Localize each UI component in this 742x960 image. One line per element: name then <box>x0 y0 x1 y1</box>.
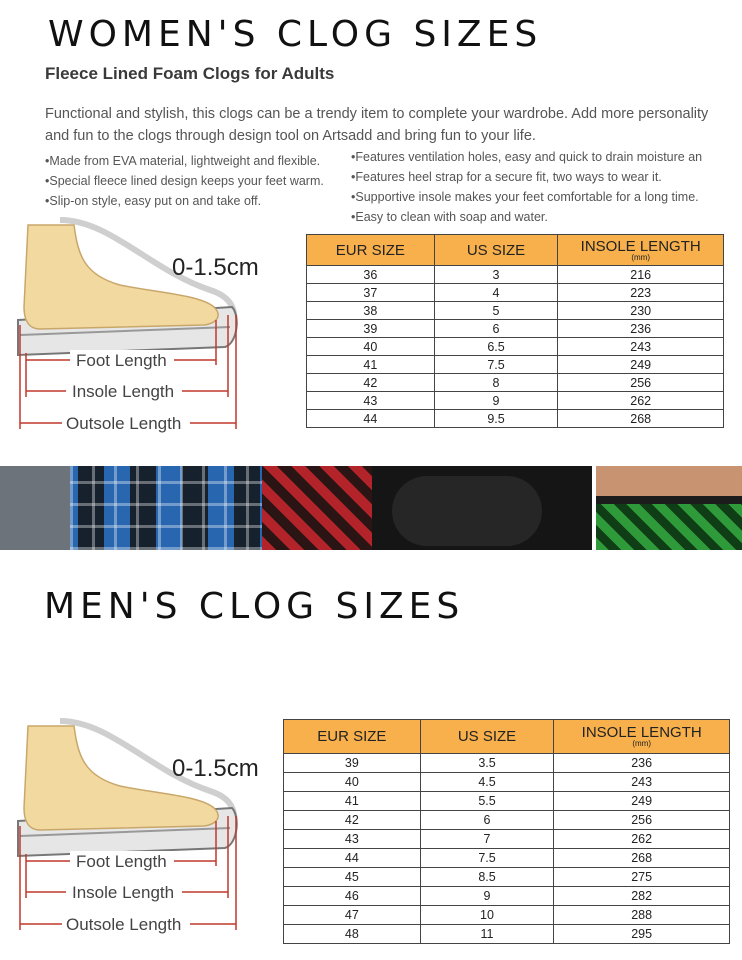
us-size-cell: 7.5 <box>434 356 558 374</box>
women-size-table <box>306 234 724 428</box>
us-size-cell: 4.5 <box>420 773 554 792</box>
eur-size-cell: 39 <box>307 320 435 338</box>
table-row <box>284 887 730 906</box>
bullet-item: • Features ventilation holes, easy and quick to drain moisture an <box>351 147 729 167</box>
us-size-cell: 6 <box>420 811 554 830</box>
men-title: MEN'S CLOG SIZES <box>44 586 465 627</box>
table-row <box>307 284 724 302</box>
header-insole-length: INSOLE LENGTH (mm) <box>558 235 724 266</box>
table-row <box>284 925 730 944</box>
eur-size-cell: 47 <box>284 906 421 925</box>
insole-length-cell: 256 <box>558 374 724 392</box>
insole-length-cell: 216 <box>558 266 724 284</box>
men-size-table <box>283 719 730 944</box>
eur-size-cell: 42 <box>284 811 421 830</box>
table-row <box>284 811 730 830</box>
eur-size-cell: 40 <box>284 773 421 792</box>
us-size-cell: 3 <box>434 266 558 284</box>
us-size-cell: 7 <box>420 830 554 849</box>
eur-size-cell: 38 <box>307 302 435 320</box>
women-subtitle: Fleece Lined Foam Clogs for Adults <box>45 64 335 83</box>
insole-length-cell: 243 <box>554 773 730 792</box>
table-row <box>284 773 730 792</box>
table-row <box>284 830 730 849</box>
insole-length-cell: 223 <box>558 284 724 302</box>
women-bullets-right <box>351 147 729 227</box>
table-row <box>284 792 730 811</box>
insole-length-label: Insole Length <box>72 382 175 401</box>
foot-length-label: Foot Length <box>76 351 167 370</box>
insole-length-cell: 236 <box>554 754 730 773</box>
insole-length-label: Insole Length <box>72 883 175 902</box>
eur-size-cell: 48 <box>284 925 421 944</box>
table-header-row <box>307 235 724 266</box>
insole-length-cell: 275 <box>554 868 730 887</box>
us-size-cell: 5.5 <box>420 792 554 811</box>
us-size-cell: 6.5 <box>434 338 558 356</box>
table-row <box>307 302 724 320</box>
eur-size-cell: 36 <box>307 266 435 284</box>
bullet-item: • Features heel strap for a secure fit, two ways to wear it. <box>351 167 729 187</box>
eur-size-cell: 45 <box>284 868 421 887</box>
insole-length-cell: 262 <box>554 830 730 849</box>
us-size-cell: 11 <box>420 925 554 944</box>
us-size-cell: 7.5 <box>420 849 554 868</box>
table-row <box>307 338 724 356</box>
insole-length-cell: 268 <box>554 849 730 868</box>
table-row <box>284 868 730 887</box>
us-size-cell: 9 <box>434 392 558 410</box>
us-size-cell: 9.5 <box>434 410 558 428</box>
eur-size-cell: 44 <box>307 410 435 428</box>
header-us-size: US SIZE <box>420 720 554 754</box>
gap-label: 0-1.5cm <box>172 755 259 782</box>
us-size-cell: 4 <box>434 284 558 302</box>
insole-length-cell: 256 <box>554 811 730 830</box>
header-eur-size: EUR SIZE <box>284 720 421 754</box>
green-plaid-clog-photo <box>596 466 742 550</box>
fleece-lining-photo <box>372 466 592 550</box>
women-table-body <box>307 266 724 428</box>
header-insole-length: INSOLE LENGTH (mm) <box>554 720 730 754</box>
header-eur-size: EUR SIZE <box>307 235 435 266</box>
foot-length-label: Foot Length <box>76 852 167 871</box>
table-row <box>307 374 724 392</box>
women-intro: Functional and stylish, this clogs can be a trendy item to complete your wardrobe. Add more personality and fun to the clogs through design tool on Artsadd and bring fun to your life. <box>45 106 709 144</box>
eur-size-cell: 43 <box>284 830 421 849</box>
outsole-length-label: Outsole Length <box>66 414 182 433</box>
table-row <box>307 266 724 284</box>
us-size-cell: 3.5 <box>420 754 554 773</box>
bullet-item: • Supportive insole makes your feet comfortable for a long time. <box>351 187 729 207</box>
gap-label: 0-1.5cm <box>172 254 259 281</box>
us-size-cell: 8.5 <box>420 868 554 887</box>
eur-size-cell: 40 <box>307 338 435 356</box>
eur-size-cell: 44 <box>284 849 421 868</box>
insole-length-cell: 249 <box>554 792 730 811</box>
us-size-cell: 9 <box>420 887 554 906</box>
insole-length-cell: 262 <box>558 392 724 410</box>
bullet-item: • Easy to clean with soap and water. <box>351 207 729 227</box>
insole-length-cell: 268 <box>558 410 724 428</box>
women-bullets-left <box>45 151 324 211</box>
eur-size-cell: 42 <box>307 374 435 392</box>
bullet-item: • Slip-on style, easy put on and take off. <box>45 191 324 211</box>
insole-length-cell: 295 <box>554 925 730 944</box>
eur-size-cell: 46 <box>284 887 421 906</box>
eur-size-cell: 43 <box>307 392 435 410</box>
red-plaid-clog-photo <box>262 466 372 550</box>
table-row <box>284 754 730 773</box>
us-size-cell: 6 <box>434 320 558 338</box>
eur-size-cell: 41 <box>284 792 421 811</box>
us-size-cell: 10 <box>420 906 554 925</box>
outsole-length-label: Outsole Length <box>66 915 182 934</box>
table-row <box>307 320 724 338</box>
header-us-size: US SIZE <box>434 235 558 266</box>
insole-length-cell: 230 <box>558 302 724 320</box>
men-table-body <box>284 754 730 944</box>
table-row <box>284 906 730 925</box>
women-foot-diagram <box>0 215 300 440</box>
insole-length-cell: 282 <box>554 887 730 906</box>
blue-plaid-clog-photo <box>0 466 262 550</box>
eur-size-cell: 39 <box>284 754 421 773</box>
table-row <box>307 356 724 374</box>
table-header-row <box>284 720 730 754</box>
eur-size-cell: 41 <box>307 356 435 374</box>
product-photo-strip <box>0 466 742 550</box>
bullet-item: • Special fleece lined design keeps your feet warm. <box>45 171 324 191</box>
bullet-item: • Made from EVA material, lightweight and flexible. <box>45 151 324 171</box>
us-size-cell: 8 <box>434 374 558 392</box>
insole-length-cell: 249 <box>558 356 724 374</box>
women-title: WOMEN'S CLOG SIZES <box>48 14 543 55</box>
table-row <box>307 392 724 410</box>
men-foot-diagram <box>0 716 300 941</box>
insole-length-cell: 236 <box>558 320 724 338</box>
us-size-cell: 5 <box>434 302 558 320</box>
insole-length-cell: 243 <box>558 338 724 356</box>
insole-length-cell: 288 <box>554 906 730 925</box>
table-row <box>307 410 724 428</box>
table-row <box>284 849 730 868</box>
eur-size-cell: 37 <box>307 284 435 302</box>
